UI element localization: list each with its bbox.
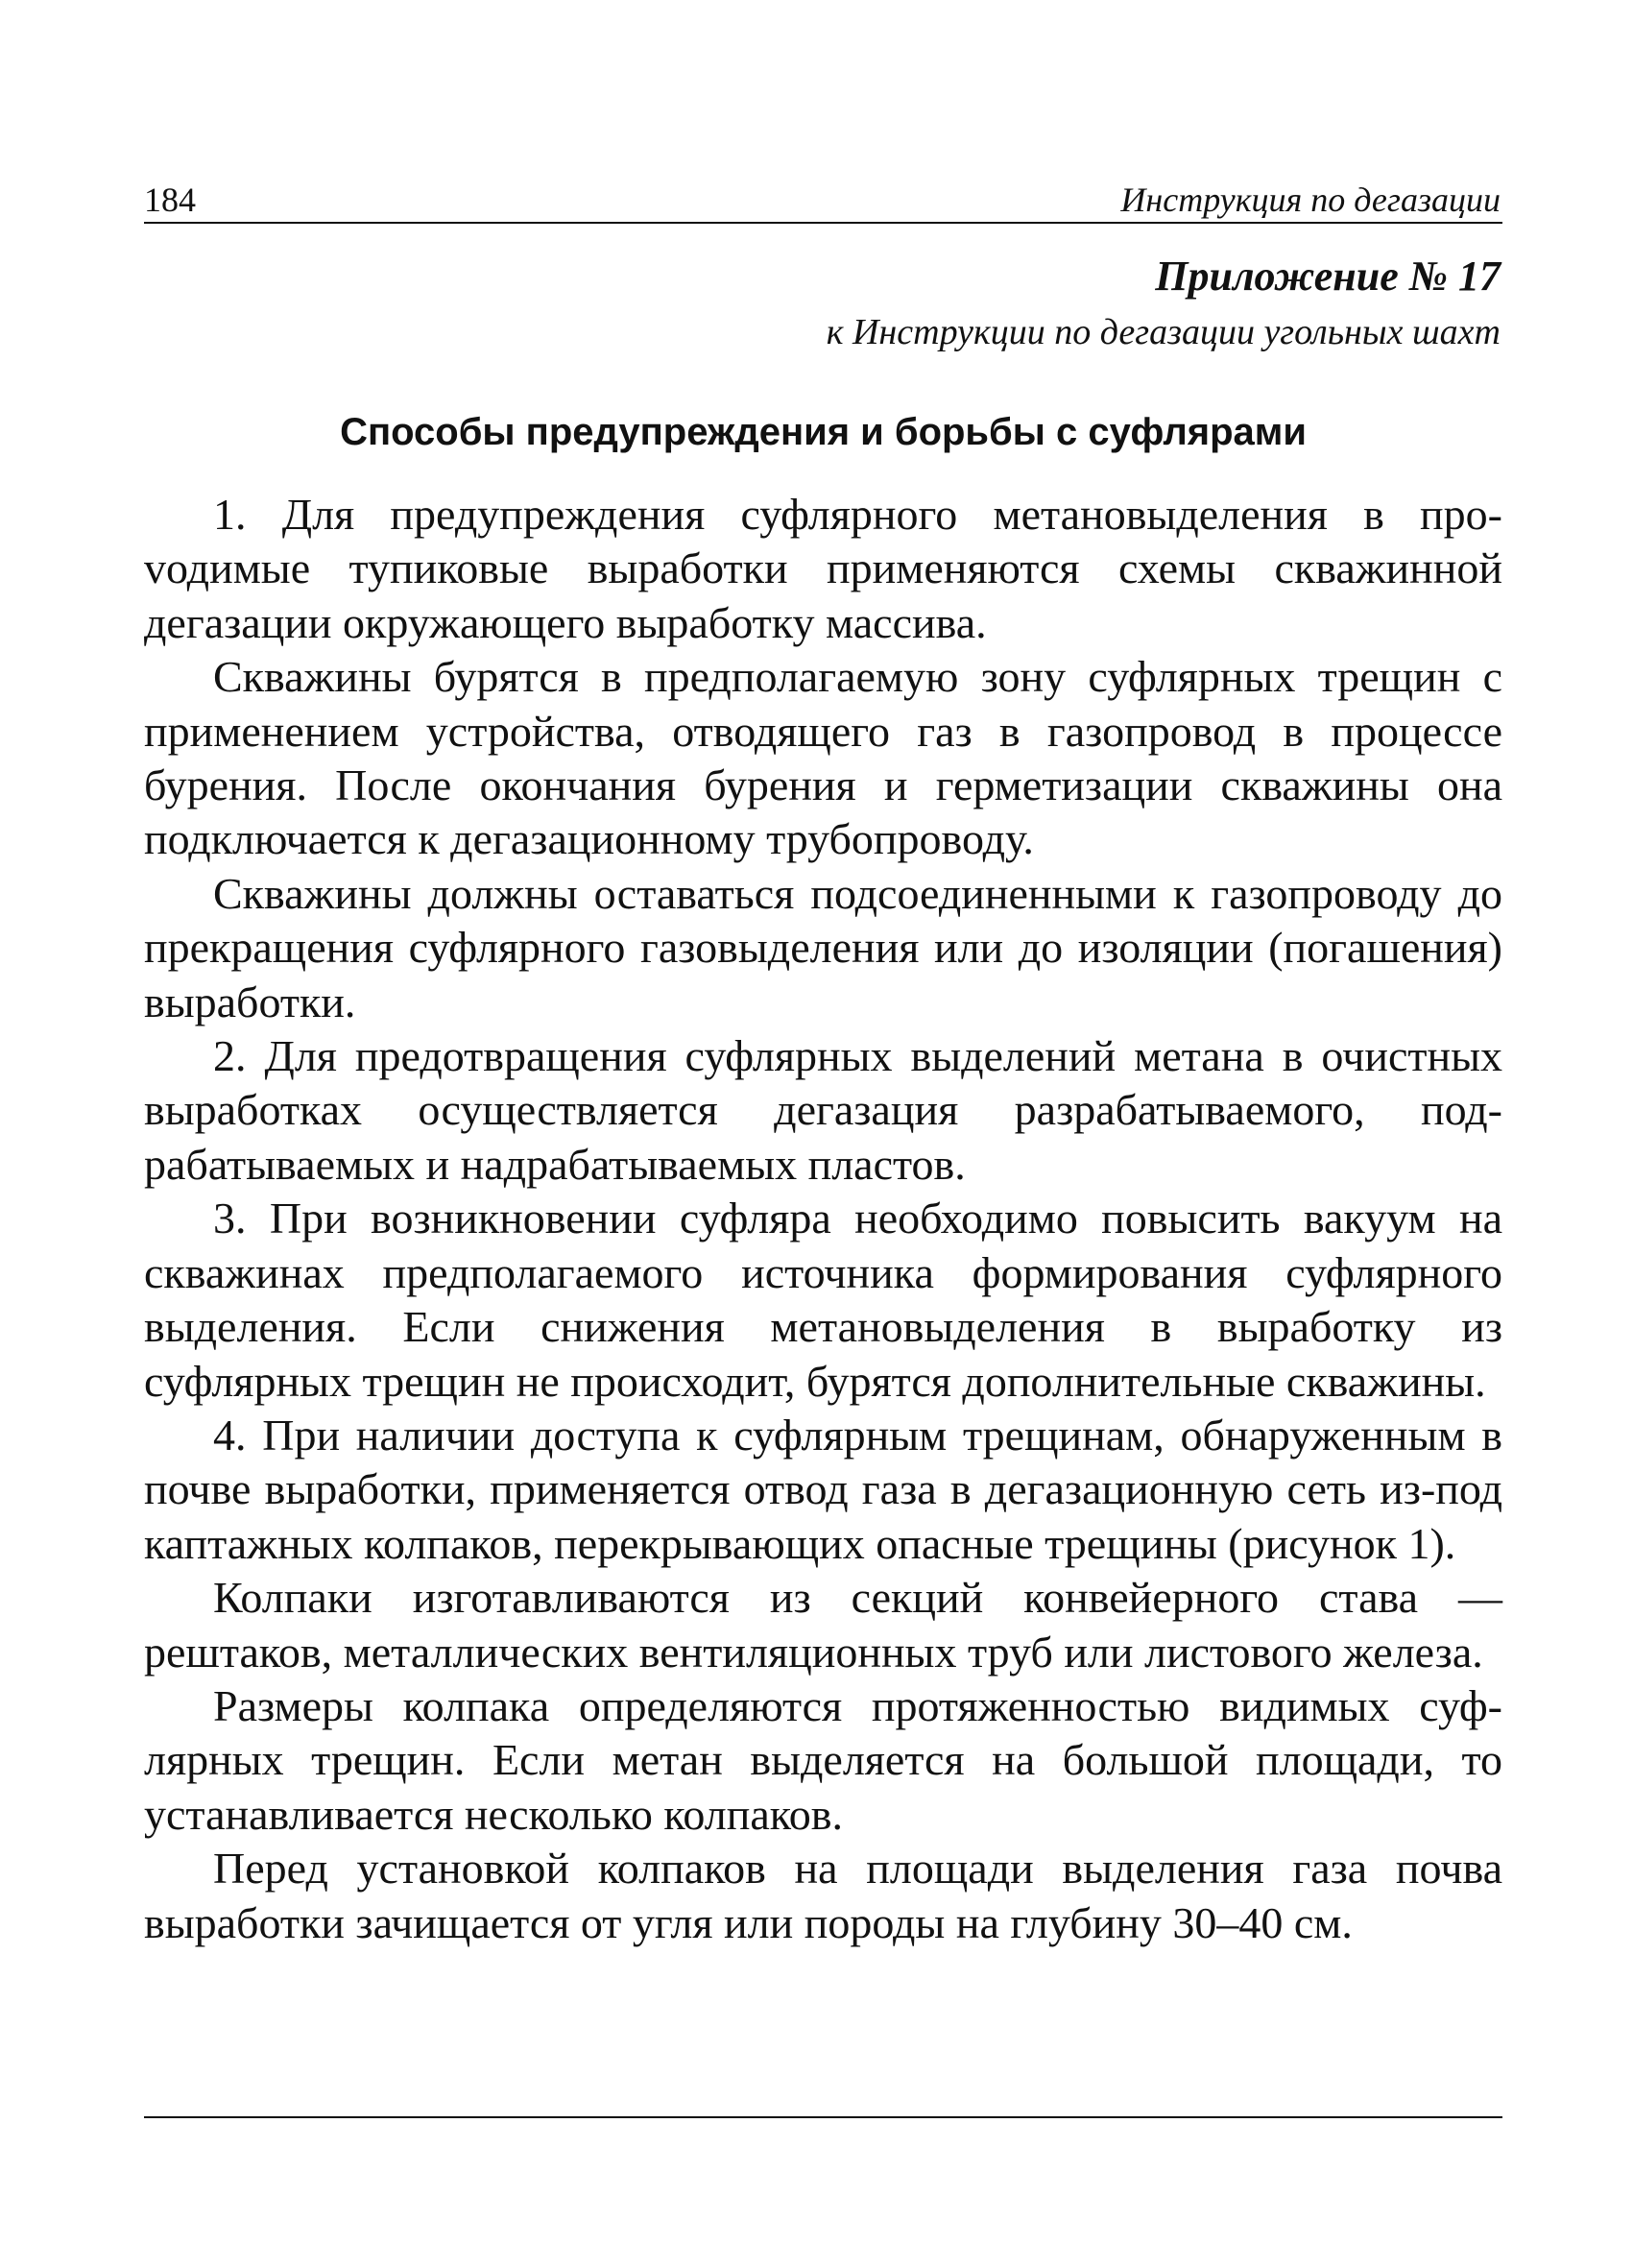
header-rule bbox=[144, 222, 1502, 224]
paragraph: 3. При возникновении суфляра необходимо повысить вакуум на скважинах предполагаемого источника формирования суфлярного выделения. Если снижения метановыделения в выработку из суфлярных трещин не происходит, бурятся дополнительные скважины. bbox=[144, 1194, 1502, 1406]
footer-rule bbox=[144, 2116, 1502, 2118]
page-number: 184 bbox=[144, 181, 196, 219]
paragraph: Колпаки изготавливаются из секций конвейерного става — рештаков, металлических вентиляционных труб или листового железа. bbox=[144, 1573, 1502, 1677]
body-text bbox=[144, 488, 1502, 1950]
appendix-number: Приложение № 17 bbox=[1155, 253, 1501, 300]
paragraph: Перед установкой колпаков на площади выделения газа почва выработки зачищается от угля или породы на глубину 30–40 см. bbox=[144, 1844, 1502, 1947]
running-title: Инструкция по дегазации bbox=[1120, 181, 1501, 219]
paragraph: 1. Для предупреждения суфлярного метановыделения в проvодимые тупиковые выработки применяются схемы скважинной дегазации окружающего выработку массива. bbox=[144, 490, 1502, 647]
paragraph: 2. Для предотвращения суфлярных выделений метана в очистных выработках осуществляется дегазация разрабатываемого, подрабатываемых и надрабатываемых пластов. bbox=[144, 1031, 1502, 1189]
paragraph: Размеры колпака определяются протяженностью видимых суфлярных трещин. Если метан выделяется на большой площади, то устанавливается несколько колпаков. bbox=[144, 1680, 1502, 1839]
paragraph: Скважины бурятся в предполагаемую зону суфлярных трещин с применением устройства, отводящего газ в газопровод в процессе бурения. После окончания бурения и герметизации скважины она подключается к дегазационному трубопроводу. bbox=[144, 652, 1502, 864]
paragraph: 4. При наличии доступа к суфлярным трещинам, обнаруженным в почве выработки, применяется отвод газа в дегазационную сеть из-под каптажных колпаков, перекрывающих опасные трещины (рисунок 1). bbox=[144, 1410, 1502, 1568]
paragraph: Скважины должны оставаться подсоединенными к газопроводу до прекращения суфлярного газовыделения или до изоляции (погашения) выработки. bbox=[144, 868, 1502, 1026]
appendix-subtitle: к Инструкции по дегазации угольных шахт bbox=[826, 312, 1501, 352]
section-title: Способы предупреждения и борьбы с суфлярами bbox=[340, 411, 1307, 453]
